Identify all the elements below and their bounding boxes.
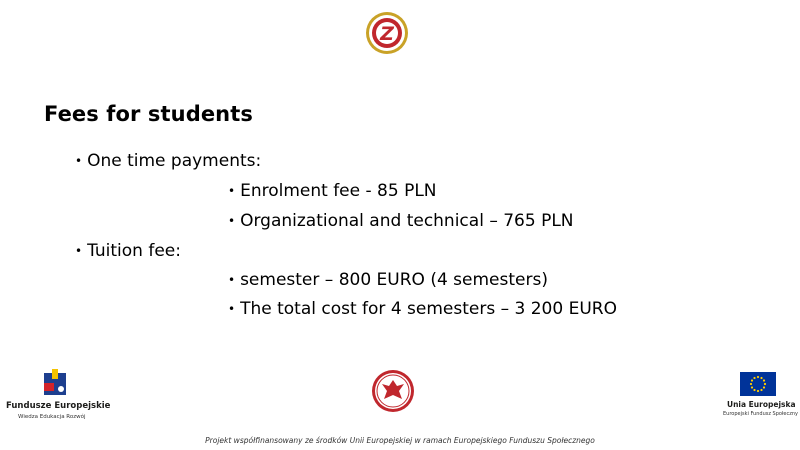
funds-logo-subtitle: Wiedza Edukacja Rozwój [18, 414, 86, 420]
eu-logo [718, 368, 798, 424]
bullet-dot: • [228, 273, 236, 287]
bullet-dot: • [228, 184, 236, 198]
emblem-letter: Z [380, 23, 394, 45]
eu-logo-subtitle: Europejski Fundusz Społeczny [723, 411, 798, 417]
bullet-text: Tuition fee: [87, 241, 181, 261]
funds-logo [6, 367, 116, 423]
bullet-semester-fee [228, 270, 548, 290]
eu-logo-title: Unia Europejska [727, 400, 796, 409]
bullet-text: Enrolment fee - 85 PLN [240, 181, 437, 201]
bullet-text: Organizational and technical – 765 PLN [240, 211, 574, 231]
bullet-text: The total cost for 4 semesters – 3 200 EURO [240, 299, 617, 319]
bullet-one-time-payments [75, 151, 261, 171]
funds-emblem-icon [42, 367, 68, 397]
bullet-text: semester – 800 EURO (4 semesters) [240, 270, 548, 290]
bullet-dot: • [228, 302, 236, 316]
bullet-dot: • [228, 214, 236, 228]
eagle-emblem-icon [371, 369, 415, 413]
bullet-organizational-fee [228, 211, 574, 231]
footer-note: Projekt współfinansowany ze środków Unii Europejskiej w ramach Europejskiego Funduszu Społecznego [205, 436, 595, 445]
bullet-total-cost [228, 299, 617, 319]
bullet-dot: • [75, 244, 83, 258]
bullet-enrolment-fee [228, 181, 437, 201]
bullet-tuition-fee [75, 241, 181, 261]
slide-title: Fees for students [44, 102, 253, 126]
university-emblem-icon [365, 11, 409, 55]
bullet-text: One time payments: [87, 151, 262, 171]
eu-flag-icon [740, 372, 776, 396]
funds-logo-title: Fundusze Europejskie [6, 401, 111, 411]
bullet-dot: • [75, 154, 83, 168]
